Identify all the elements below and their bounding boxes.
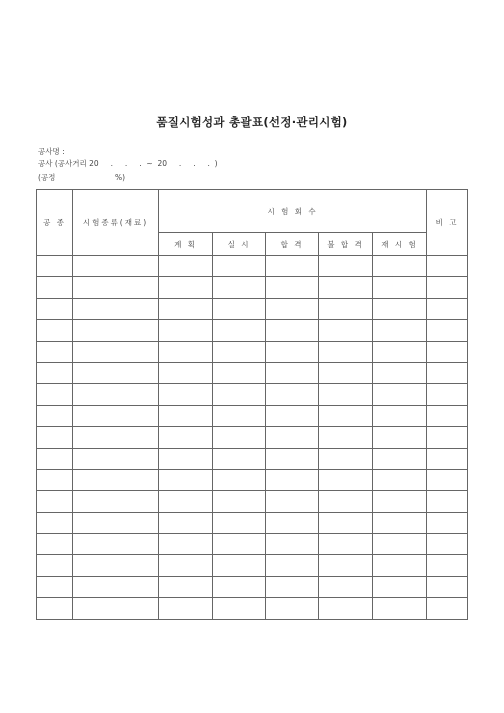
table-body [37, 256, 468, 620]
table-cell[interactable] [427, 448, 468, 469]
table-cell[interactable] [373, 555, 427, 576]
table-cell[interactable] [373, 512, 427, 533]
table-cell[interactable] [73, 576, 159, 597]
table-cell[interactable] [213, 598, 266, 619]
table-cell[interactable] [319, 469, 373, 490]
table-cell[interactable] [37, 555, 73, 576]
table-cell[interactable] [213, 534, 266, 555]
table-cell[interactable] [319, 512, 373, 533]
table-cell[interactable] [319, 256, 373, 277]
table-row [37, 491, 468, 512]
table-cell[interactable] [266, 384, 319, 405]
table-cell[interactable] [159, 320, 213, 341]
table-cell[interactable] [266, 469, 319, 490]
table-cell[interactable] [73, 534, 159, 555]
table-cell[interactable] [266, 298, 319, 319]
progress-percent-line: (공정 %) [38, 173, 126, 182]
table-cell[interactable] [266, 320, 319, 341]
table-cell[interactable] [213, 576, 266, 597]
table-cell[interactable] [159, 576, 213, 597]
table-cell[interactable] [213, 298, 266, 319]
table-cell[interactable] [373, 320, 427, 341]
header-test-type: 시험종류(재료) [73, 190, 159, 256]
table-cell[interactable] [373, 362, 427, 383]
table-cell[interactable] [427, 256, 468, 277]
table-cell[interactable] [37, 298, 73, 319]
table-cell[interactable] [159, 534, 213, 555]
table-cell[interactable] [73, 341, 159, 362]
table-row [37, 512, 468, 533]
page-title: 품질시험성과 총괄표(선정·관리시험) [156, 115, 348, 129]
table-cell[interactable] [213, 427, 266, 448]
table-cell[interactable] [373, 256, 427, 277]
table-cell[interactable] [159, 298, 213, 319]
table-cell[interactable] [73, 427, 159, 448]
table-cell[interactable] [427, 362, 468, 383]
table-cell[interactable] [373, 598, 427, 619]
table-cell[interactable] [37, 256, 73, 277]
table-cell[interactable] [427, 341, 468, 362]
table-cell[interactable] [266, 277, 319, 298]
table-cell[interactable] [266, 341, 319, 362]
table-cell[interactable] [373, 534, 427, 555]
project-name-line: 공사명 : [38, 147, 65, 156]
table-cell[interactable] [266, 534, 319, 555]
header-retest: 재 시 험 [373, 233, 427, 256]
table-cell[interactable] [73, 405, 159, 426]
table-cell[interactable] [73, 256, 159, 277]
table-cell[interactable] [373, 448, 427, 469]
table-cell[interactable] [319, 534, 373, 555]
table-cell[interactable] [159, 491, 213, 512]
table-cell[interactable] [319, 576, 373, 597]
table-cell[interactable] [213, 256, 266, 277]
table-cell[interactable] [213, 405, 266, 426]
header-test-count: 시 험 회 수 [159, 190, 427, 233]
table-cell[interactable] [37, 448, 73, 469]
table-cell[interactable] [73, 512, 159, 533]
table-cell[interactable] [266, 405, 319, 426]
table-cell[interactable] [213, 448, 266, 469]
table-cell[interactable] [427, 320, 468, 341]
table-cell[interactable] [427, 576, 468, 597]
table-cell[interactable] [319, 405, 373, 426]
table-cell[interactable] [319, 384, 373, 405]
table-cell[interactable] [373, 298, 427, 319]
table-cell[interactable] [213, 362, 266, 383]
table-cell[interactable] [37, 512, 73, 533]
table-row [37, 362, 468, 383]
table-cell[interactable] [319, 341, 373, 362]
table-cell[interactable] [427, 555, 468, 576]
table-cell[interactable] [159, 384, 213, 405]
table-cell[interactable] [73, 320, 159, 341]
table-cell[interactable] [37, 598, 73, 619]
table-cell[interactable] [266, 576, 319, 597]
table-row [37, 384, 468, 405]
table-cell[interactable] [319, 598, 373, 619]
table-row [37, 469, 468, 490]
table-row [37, 320, 468, 341]
table-cell[interactable] [319, 448, 373, 469]
project-period-line: 공사 (공사거리 20 . . . ~ 20 . . . ) [38, 159, 218, 168]
table-cell[interactable] [427, 298, 468, 319]
table-cell[interactable] [373, 427, 427, 448]
table-cell[interactable] [213, 512, 266, 533]
table-cell[interactable] [427, 469, 468, 490]
table-cell[interactable] [427, 384, 468, 405]
table-cell[interactable] [213, 384, 266, 405]
table-cell[interactable] [427, 598, 468, 619]
table-cell[interactable] [319, 277, 373, 298]
table-cell[interactable] [159, 469, 213, 490]
table-cell[interactable] [266, 448, 319, 469]
table-cell[interactable] [373, 277, 427, 298]
table-cell[interactable] [37, 277, 73, 298]
table-cell[interactable] [213, 469, 266, 490]
table-cell[interactable] [37, 469, 73, 490]
table-cell[interactable] [37, 341, 73, 362]
table-row [37, 427, 468, 448]
table-cell[interactable] [213, 555, 266, 576]
table-cell[interactable] [319, 320, 373, 341]
table-row [37, 576, 468, 597]
table-cell[interactable] [427, 491, 468, 512]
table-cell[interactable] [319, 491, 373, 512]
table-cell[interactable] [73, 384, 159, 405]
table-cell[interactable] [159, 448, 213, 469]
table-cell[interactable] [73, 491, 159, 512]
table-cell[interactable] [213, 320, 266, 341]
table-cell[interactable] [159, 555, 213, 576]
table-cell[interactable] [373, 384, 427, 405]
table-cell[interactable] [266, 598, 319, 619]
table-cell[interactable] [159, 362, 213, 383]
table-cell[interactable] [266, 512, 319, 533]
table-cell[interactable] [37, 320, 73, 341]
header-work-type: 공 종 [37, 190, 73, 256]
table-cell[interactable] [373, 341, 427, 362]
table-cell[interactable] [73, 298, 159, 319]
table-cell[interactable] [266, 491, 319, 512]
table-cell[interactable] [159, 277, 213, 298]
table-cell[interactable] [37, 362, 73, 383]
table-cell[interactable] [37, 405, 73, 426]
table-cell[interactable] [266, 427, 319, 448]
table-cell[interactable] [373, 405, 427, 426]
table-cell[interactable] [73, 555, 159, 576]
header-remarks: 비 고 [427, 190, 468, 256]
table-cell[interactable] [427, 512, 468, 533]
table-row [37, 277, 468, 298]
table-cell[interactable] [159, 341, 213, 362]
header-performed: 실 시 [213, 233, 266, 256]
table-cell[interactable] [37, 491, 73, 512]
table-row [37, 256, 468, 277]
table-cell[interactable] [37, 576, 73, 597]
table-cell[interactable] [213, 341, 266, 362]
table-cell[interactable] [266, 555, 319, 576]
table-cell[interactable] [213, 277, 266, 298]
header-planned: 계 획 [159, 233, 213, 256]
table-cell[interactable] [73, 598, 159, 619]
table-cell[interactable] [37, 427, 73, 448]
table-cell[interactable] [373, 576, 427, 597]
table-cell[interactable] [73, 277, 159, 298]
table-cell[interactable] [73, 469, 159, 490]
table-cell[interactable] [319, 555, 373, 576]
table-cell[interactable] [427, 427, 468, 448]
header-passed: 합 격 [266, 233, 319, 256]
table-cell[interactable] [159, 598, 213, 619]
summary-table [36, 189, 468, 620]
table-cell[interactable] [159, 512, 213, 533]
table-row [37, 405, 468, 426]
table-row [37, 448, 468, 469]
table-row [37, 534, 468, 555]
table-row [37, 298, 468, 319]
table-cell[interactable] [37, 384, 73, 405]
table-cell[interactable] [73, 362, 159, 383]
table-row [37, 555, 468, 576]
table-cell[interactable] [427, 277, 468, 298]
table-row [37, 341, 468, 362]
table-cell[interactable] [319, 427, 373, 448]
table-cell[interactable] [159, 405, 213, 426]
table-cell[interactable] [266, 362, 319, 383]
table-cell[interactable] [37, 534, 73, 555]
table-cell[interactable] [319, 298, 373, 319]
table-cell[interactable] [159, 256, 213, 277]
table-cell[interactable] [213, 491, 266, 512]
table-cell[interactable] [266, 256, 319, 277]
table-cell[interactable] [373, 491, 427, 512]
table-cell[interactable] [73, 448, 159, 469]
table-cell[interactable] [159, 427, 213, 448]
table-cell[interactable] [427, 405, 468, 426]
table-cell[interactable] [373, 469, 427, 490]
table-cell[interactable] [319, 362, 373, 383]
table-cell[interactable] [427, 534, 468, 555]
table-row [37, 598, 468, 619]
header-failed: 불 합 격 [319, 233, 373, 256]
